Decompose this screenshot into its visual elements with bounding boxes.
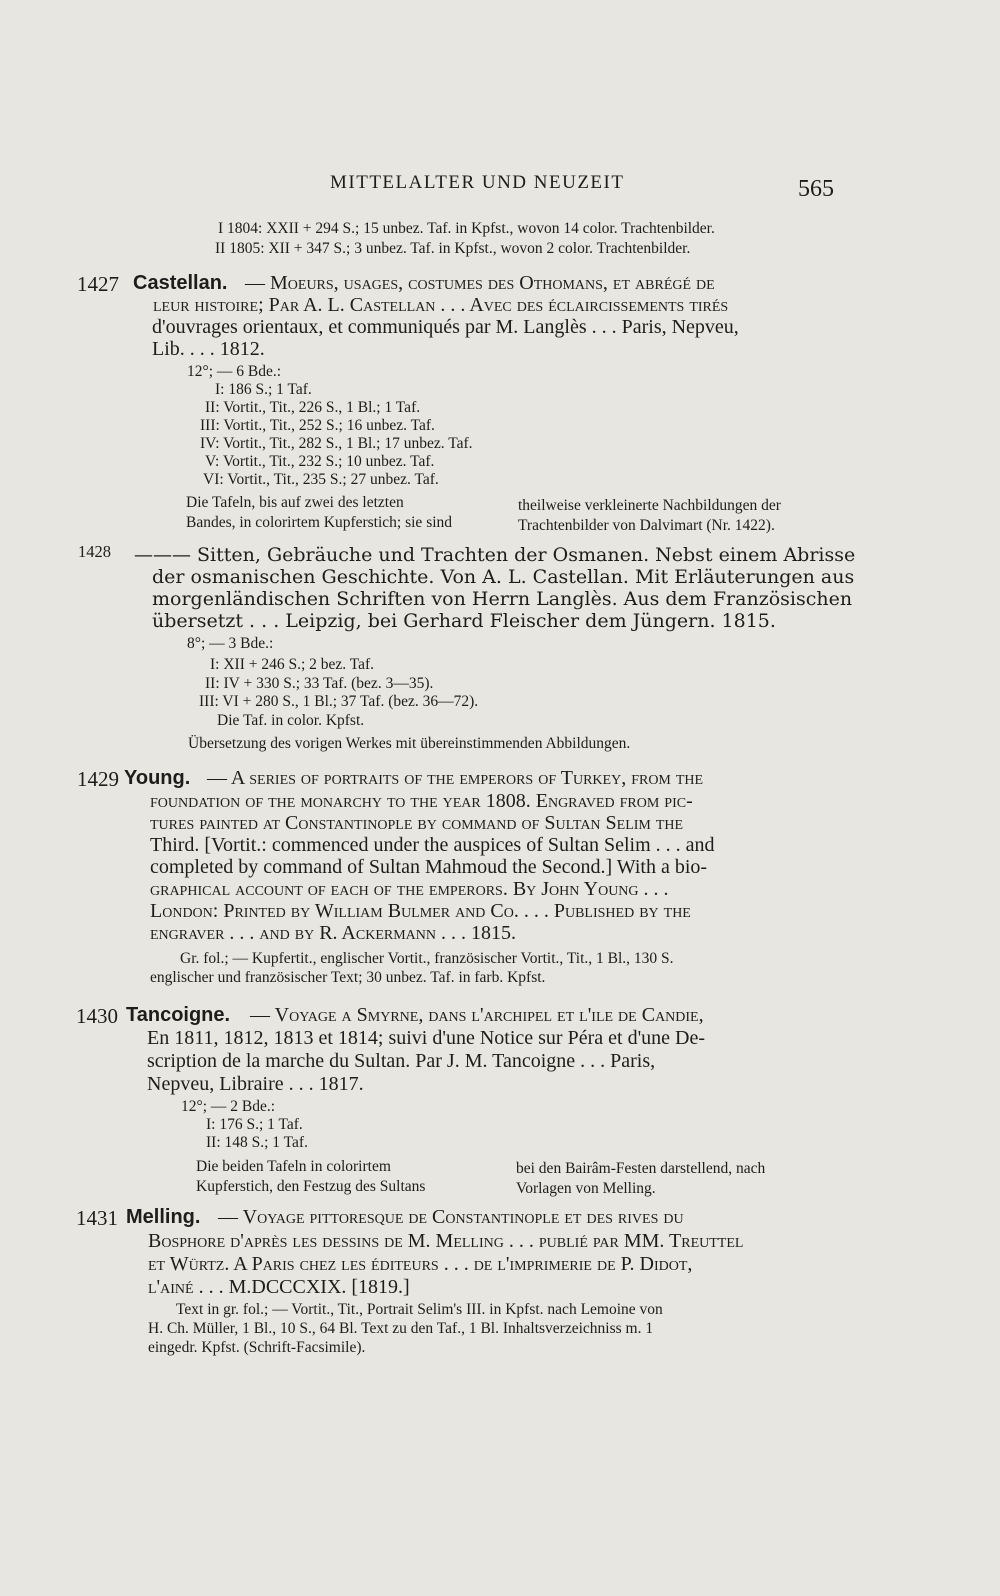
- entry-number: 1430: [76, 1004, 118, 1028]
- volume-line: V: Vortit., Tit., 232 S.; 10 unbez. Taf.: [205, 453, 435, 470]
- volume-line: II: 148 S.; 1 Taf.: [206, 1134, 308, 1151]
- plate-note: Die Taf. in color. Kpfst.: [217, 712, 365, 729]
- entry-title-line: foundation of the monarchy to the year 1808. Engraved from pic-: [150, 790, 693, 812]
- entry-title-line: completed by command of Sultan Mahmoud the Second.] With a bio-: [150, 856, 708, 878]
- entry-title-line: l'ainé . . . M.DCCCXIX. [1819.]: [148, 1276, 410, 1298]
- format-line: 12°; — 6 Bde.:: [187, 363, 282, 380]
- collation-line: Text in gr. fol.; — Vortit., Tit., Portrait Selim's III. in Kpfst. nach Lemoine von: [176, 1301, 663, 1318]
- entry-author: Tancoigne.: [126, 1004, 231, 1026]
- entry-title-line: Nepveu, Libraire . . . 1817.: [147, 1073, 364, 1095]
- entry-note: Übersetzung des vorigen Werkes mit übereinstimmenden Abbildungen.: [188, 735, 631, 752]
- entry-number: 1431: [76, 1206, 118, 1230]
- note-line: Bandes, in colorirtem Kupferstich; sie sind: [186, 514, 453, 531]
- note-line: Vorlagen von Melling.: [516, 1180, 656, 1197]
- note-left: [196, 1157, 516, 1197]
- volume-line: I: 186 S.; 1 Taf.: [215, 381, 312, 398]
- format-line: 8°; — 3 Bde.:: [187, 635, 274, 652]
- note-right: [518, 496, 828, 536]
- volume-line: I: 176 S.; 1 Taf.: [206, 1116, 303, 1133]
- entry-title-line: ——— Sitten, Gebräuche und Trachten der Osmanen. Nebst einem Abrisse: [134, 544, 856, 566]
- volume-line: I: XII + 246 S.; 2 bez. Taf.: [210, 656, 375, 673]
- entry-title-line: engraver . . . and by R. Ackermann . . . 1815.: [150, 922, 516, 944]
- volume-line: II 1805: XII + 347 S.; 3 unbez. Taf. in Kpfst., wovon 2 color. Trachtenbilder.: [215, 240, 691, 257]
- entry-title-line: übersetzt . . . Leipzig, bei Gerhard Fleischer dem Jüngern. 1815.: [152, 610, 776, 632]
- entry-title-line: der osmanischen Geschichte. Von A. L. Castellan. Mit Erläuterungen aus: [152, 566, 855, 588]
- volume-line: III: VI + 280 S., 1 Bl.; 37 Taf. (bez. 36—72).: [199, 693, 479, 710]
- entry-title-line: London: Printed by William Bulmer and Co. . . . Published by the: [150, 900, 691, 922]
- entry-title-line: tures painted at Constantinople by command of Sultan Selim the: [150, 812, 684, 834]
- entry-title-line: graphical account of each of the emperors. By John Young . . .: [150, 878, 669, 900]
- note-left: [186, 493, 501, 533]
- note-line: Die Tafeln, bis auf zwei des letzten: [186, 494, 404, 511]
- entry-number: 1427: [77, 272, 119, 296]
- entry-title-line: Third. [Vortit.: commenced under the auspices of Sultan Selim . . . and: [150, 834, 715, 856]
- entry-title-line: — Voyage a Smyrne, dans l'archipel et l'ile de Candie,: [250, 1004, 704, 1026]
- page-number: 565: [798, 176, 834, 202]
- collation-line: Gr. fol.; — Kupfertit., englischer Vortit., französischer Vortit., Tit., 1 Bl., 130 S.: [180, 950, 674, 967]
- volume-line: III: Vortit., Tit., 252 S.; 16 unbez. Taf.: [200, 417, 435, 434]
- entry-title-line: — Moeurs, usages, costumes des Othomans, et abrégé de: [245, 272, 715, 294]
- note-line: Die beiden Tafeln in colorirtem: [196, 1158, 391, 1175]
- entry-number: 1428: [78, 542, 111, 561]
- collation-line: eingedr. Kpfst. (Schrift-Facsimile).: [148, 1339, 366, 1356]
- collation-line: H. Ch. Müller, 1 Bl., 10 S., 64 Bl. Text zu den Taf., 1 Bl. Inhaltsverzeichniss m. 1: [148, 1320, 654, 1337]
- note-line: bei den Bairâm-Festen darstellend, nach: [516, 1160, 766, 1177]
- entry-title-line: Lib. . . . 1812.: [152, 338, 265, 360]
- entry-title-line: Bosphore d'après les dessins de M. Melling . . . publié par MM. Treuttel: [148, 1230, 744, 1252]
- volume-line: II: Vortit., Tit., 226 S., 1 Bl.; 1 Taf.: [205, 399, 421, 416]
- entry-title-line: — Voyage pittoresque de Constantinople et des rives du: [218, 1206, 684, 1228]
- entry-title-line: — A series of portraits of the emperors of Turkey, from the: [207, 767, 704, 789]
- entry-title-line: d'ouvrages orientaux, et communiqués par M. Langlès . . . Paris, Nepveu,: [152, 316, 739, 338]
- volume-line: VI: Vortit., Tit., 235 S.; 27 unbez. Taf.: [203, 471, 439, 488]
- entry-title-line: leur histoire; Par A. L. Castellan . . . Avec des éclaircissements tirés: [153, 294, 729, 316]
- note-line: theilweise verkleinerte Nachbildungen der: [518, 497, 781, 514]
- volume-line: II: IV + 330 S.; 33 Taf. (bez. 3—35).: [205, 675, 434, 692]
- entry-title-line: scription de la marche du Sultan. Par J. M. Tancoigne . . . Paris,: [147, 1050, 656, 1072]
- format-line: 12°; — 2 Bde.:: [181, 1098, 276, 1115]
- entry-number: 1429: [77, 767, 119, 791]
- entry-author: Castellan.: [133, 272, 228, 294]
- note-line: Trachtenbilder von Dalvimart (Nr. 1422).: [518, 517, 775, 534]
- collation-line: englischer und französischer Text; 30 unbez. Taf. in farb. Kpfst.: [150, 969, 546, 986]
- entry-author: Young.: [124, 767, 191, 789]
- entry-title-line: En 1811, 1812, 1813 et 1814; suivi d'une Notice sur Péra et d'une De-: [147, 1027, 706, 1049]
- entry-title-line: et Würtz. A Paris chez les éditeurs . . . de l'imprimerie de P. Didot,: [148, 1253, 693, 1275]
- note-line: Kupferstich, den Festzug des Sultans: [196, 1178, 426, 1195]
- entry-author: Melling.: [126, 1206, 201, 1228]
- running-header: MITTELALTER UND NEUZEIT: [330, 172, 625, 193]
- note-right: [516, 1159, 826, 1199]
- entry-title-line: morgenländischen Schriften von Herrn Langlès. Aus dem Französischen: [152, 588, 853, 610]
- volume-line: I 1804: XXII + 294 S.; 15 unbez. Taf. in Kpfst., wovon 14 color. Trachtenbilder.: [218, 220, 715, 237]
- volume-line: IV: Vortit., Tit., 282 S., 1 Bl.; 17 unbez. Taf.: [200, 435, 473, 452]
